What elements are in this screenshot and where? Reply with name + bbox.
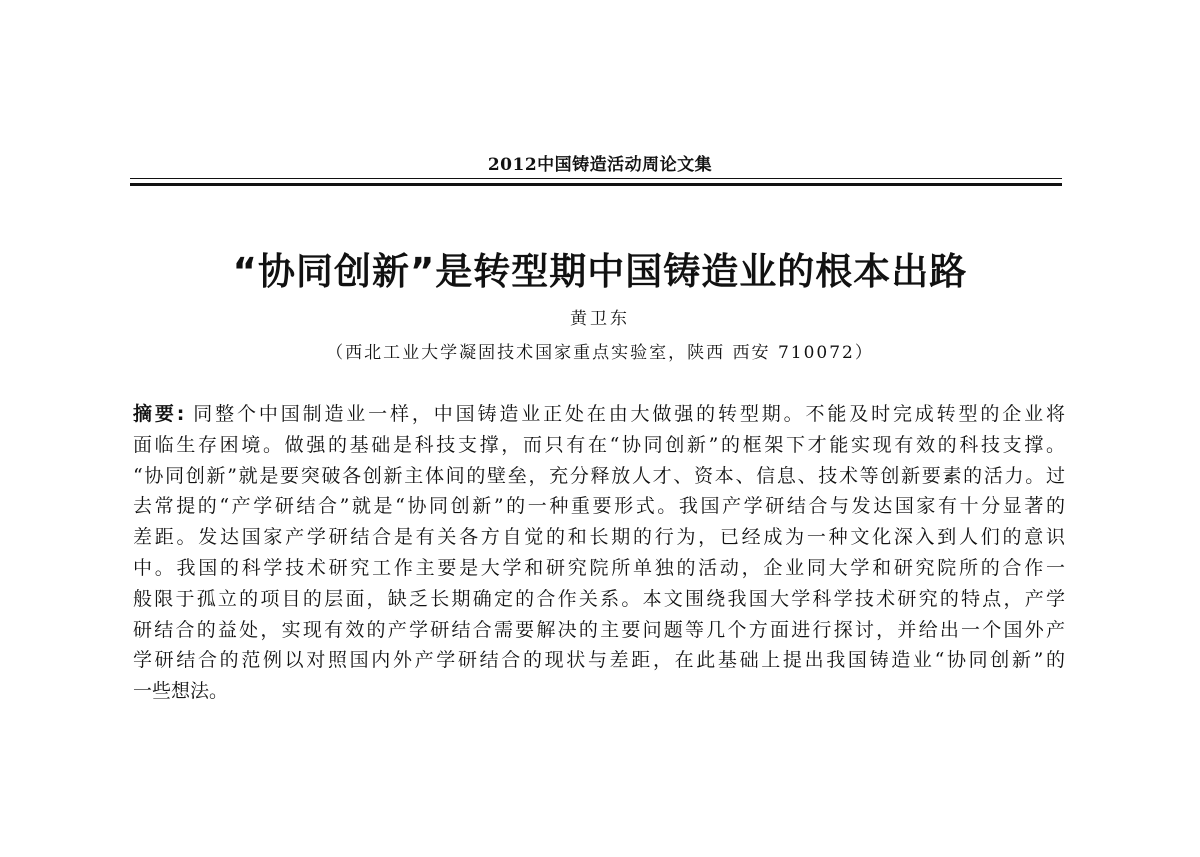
abstract-line: 学研结合的范例以对照国内外产学研结合的现状与差距，在此基础上提出我国铸造业“协同创新”的: [133, 649, 1065, 672]
abstract-line: 一些想法。: [133, 680, 229, 703]
abstract-line: 研结合的益处，实现有效的产学研结合需要解决的主要问题等几个方面进行探讨，并给出一个国外产: [133, 618, 1065, 641]
abstract-line: “协同创新”就是要突破各创新主体间的壁垒，充分释放人才、资本、信息、技术等创新要素的活力。过: [133, 464, 1065, 487]
abstract-line: 般限于孤立的项目的层面，缺乏长期确定的合作关系。本文围绕我国大学科学技术研究的特点，产学: [133, 587, 1065, 610]
abstract-line: 去常提的“产学研结合”就是“协同创新”的一种重要形式。我国产学研结合与发达国家有十分显著的: [133, 495, 1065, 518]
abstract-line: [133, 399, 1065, 430]
abstract-line: 中。我国的科学技术研究工作主要是大学和研究院所单独的活动，企业同大学和研究院所的合作一: [133, 556, 1065, 579]
header-rule-thick: [130, 183, 1062, 186]
abstract-line-text: 同整个中国制造业一样，中国铸造业正处在由大做强的转型期。不能及时完成转型的企业将: [184, 403, 1065, 425]
author-affiliation: （西北工业大学凝固技术国家重点实验室，陕西 西安 710072）: [326, 343, 874, 363]
abstract-label: 摘要:: [133, 403, 185, 425]
author-name: 黄卫东: [570, 309, 630, 329]
abstract-line: 差距。发达国家产学研结合是有关各方自觉的和长期的行为，已经成为一种文化深入到人们的意识: [133, 526, 1065, 549]
abstract-line: 面临生存困境。做强的基础是科技支撑，而只有在“协同创新”的框架下才能实现有效的科技支撑。: [133, 433, 1065, 456]
abstract-block: [133, 399, 1065, 707]
running-header: 2012中国铸造活动周论文集: [487, 155, 713, 175]
header-rule-thin: [130, 178, 1062, 179]
article-title: “协同创新”是转型期中国铸造业的根本出路: [232, 250, 968, 293]
